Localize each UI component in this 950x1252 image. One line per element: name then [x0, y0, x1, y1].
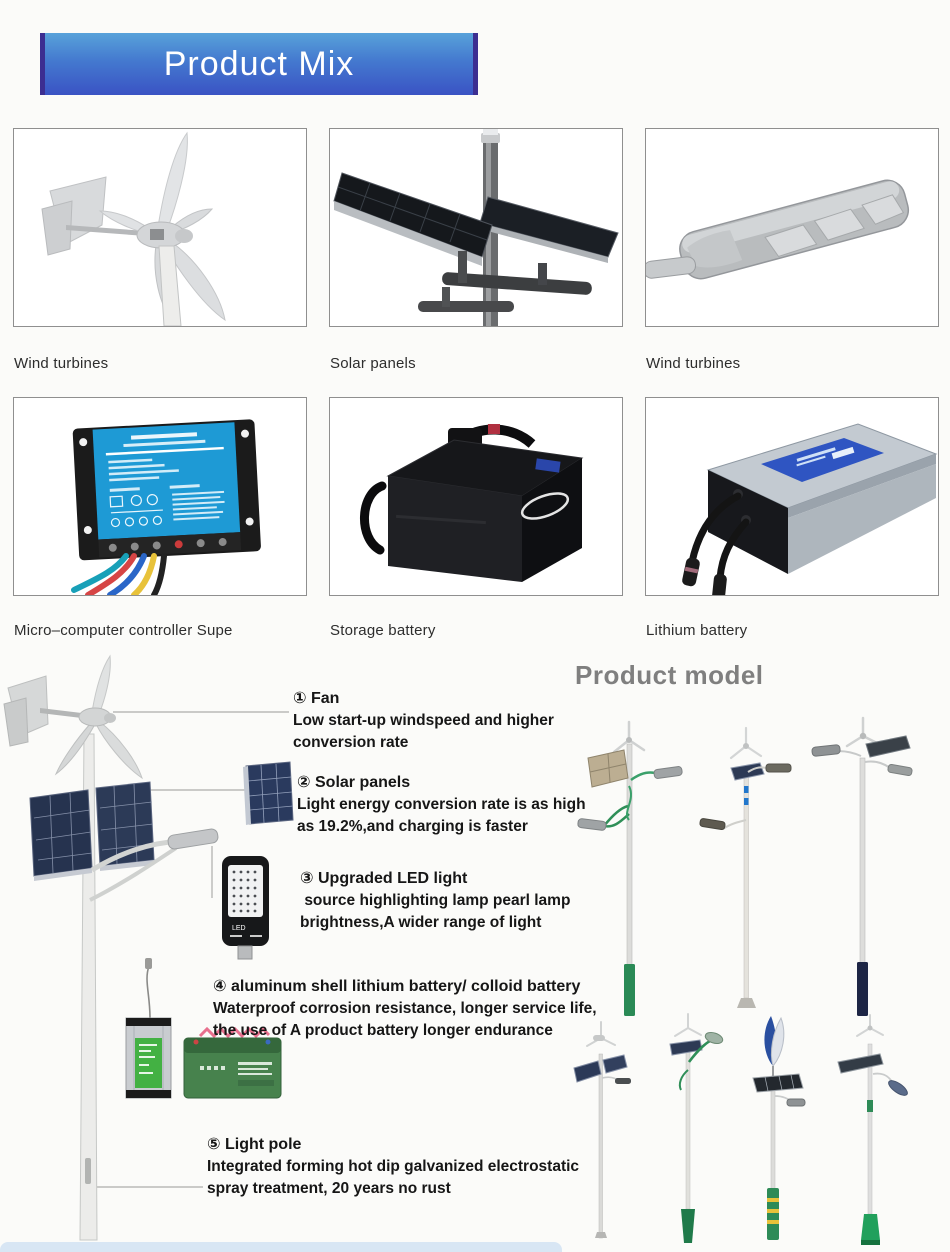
model-pole-1 — [570, 716, 695, 1018]
wind-turbine-photo — [14, 129, 306, 326]
product-image-lithium-battery — [645, 397, 939, 596]
annotation-solar-line1: Light energy conversion rate is as high — [297, 796, 586, 813]
led-lamp-thumbnail — [222, 856, 269, 959]
banner-title: Product Mix — [163, 44, 355, 83]
product-label-lithium-battery: Lithium battery — [646, 622, 748, 639]
product-mix-banner — [40, 33, 478, 95]
model-pole-4 — [560, 1012, 642, 1244]
model-pole-6 — [733, 1006, 813, 1244]
model-pole-3 — [804, 714, 916, 1018]
product-image-solar-panels — [329, 128, 623, 327]
annotation-battery — [213, 976, 597, 1042]
product-model-heading: Product model — [575, 660, 764, 690]
product-label-solar-panels: Solar panels — [330, 355, 416, 372]
silver-battery-thumbnail — [126, 958, 171, 1098]
annotation-led-light — [300, 868, 570, 934]
product-label-storage-battery: Storage battery — [330, 622, 436, 639]
controller-photo — [14, 398, 306, 595]
model-pole-5 — [648, 1010, 726, 1245]
annotation-fan-line2: conversion rate — [293, 734, 409, 751]
annotation-pole-line1: Integrated forming hot dip galvanized electrostatic — [207, 1158, 580, 1175]
solar-panel-thumbnail — [243, 762, 293, 825]
annotation-fan-line1: Low start-up windspeed and higher — [293, 712, 554, 729]
product-image-wind-turbine — [13, 128, 307, 327]
product-label-wind-turbines-1: Wind turbines — [14, 355, 109, 372]
led-street-light-photo — [646, 129, 938, 326]
annotation-solar-line2: as 19.2%,and charging is faster — [297, 818, 528, 835]
model-pole-2 — [690, 718, 805, 1016]
annotation-battery-title: ④ aluminum shell lithium battery/ colloid battery — [213, 978, 581, 995]
led-thumbnail-label: LED — [232, 925, 246, 932]
product-image-controller — [13, 397, 307, 596]
product-label-wind-turbines-2: Wind turbines — [646, 355, 741, 372]
annotation-pole-line2: spray treatment, 20 years no rust — [207, 1180, 451, 1197]
storage-battery-photo — [330, 398, 622, 595]
annotation-led-title: ③ Upgraded LED light — [300, 870, 468, 887]
annotation-solar-title: ② Solar panels — [297, 774, 411, 791]
annotation-solar-panels — [297, 772, 586, 838]
product-image-storage-battery — [329, 397, 623, 596]
product-image-street-light — [645, 128, 939, 327]
product-label-controller: Micro–computer controller Supe — [14, 622, 233, 639]
solar-panels-photo — [330, 129, 622, 326]
annotation-led-line2: brightness,A wider range of light — [300, 914, 542, 931]
annotation-pole-title: ⑤ Light pole — [207, 1136, 302, 1153]
bottom-section-bar — [0, 1242, 562, 1252]
annotation-fan-title: ① Fan — [293, 690, 340, 707]
annotation-light-pole — [207, 1134, 579, 1200]
annotation-fan — [293, 688, 554, 754]
annotation-battery-line2: the use of A product battery longer endurance — [213, 1022, 553, 1039]
diagram-wind-turbine — [4, 656, 142, 778]
annotation-battery-line1: Waterproof corrosion resistance, longer service life, — [213, 1000, 597, 1017]
annotation-led-line1: source highlighting lamp pearl lamp — [300, 892, 571, 909]
lithium-battery-photo — [646, 398, 938, 595]
model-pole-7 — [820, 1012, 912, 1245]
